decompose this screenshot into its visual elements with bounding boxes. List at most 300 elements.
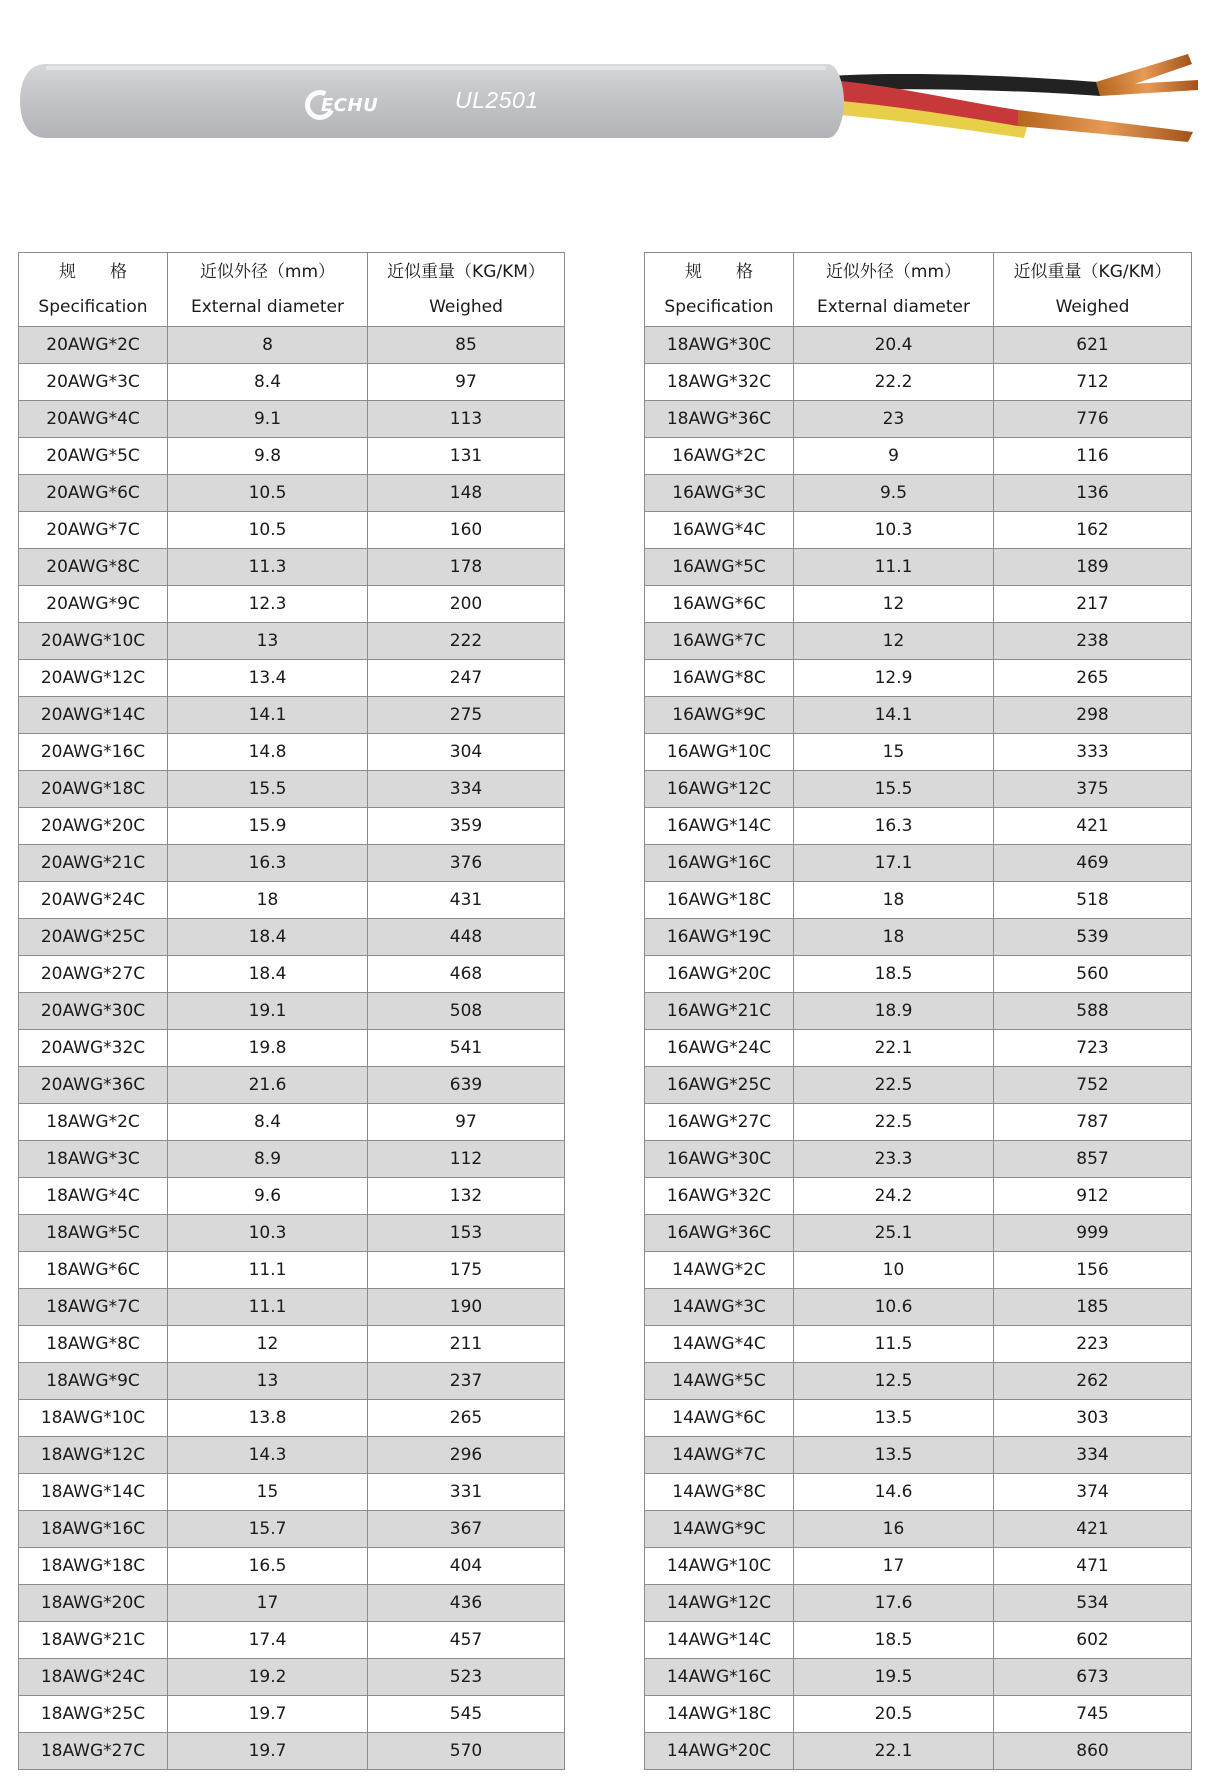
cell-specification: 18AWG*6C: [19, 1252, 168, 1289]
cell-specification: 20AWG*12C: [19, 660, 168, 697]
cell-specification: 16AWG*18C: [645, 882, 794, 919]
table-row: [19, 327, 565, 364]
header-weight: [994, 253, 1192, 327]
cell-weight: 189: [994, 549, 1192, 586]
cell-specification: 16AWG*20C: [645, 956, 794, 993]
cell-specification: 20AWG*20C: [19, 808, 168, 845]
cell-external-diameter: 17: [168, 1585, 368, 1622]
cell-external-diameter: 22.2: [794, 364, 994, 401]
cell-weight: 200: [368, 586, 565, 623]
cell-external-diameter: 15.5: [794, 771, 994, 808]
cell-specification: 18AWG*2C: [19, 1104, 168, 1141]
cell-specification: 18AWG*21C: [19, 1622, 168, 1659]
cell-specification: 14AWG*2C: [645, 1252, 794, 1289]
table-row: [19, 1622, 565, 1659]
cell-external-diameter: 13.8: [168, 1400, 368, 1437]
cell-specification: 20AWG*10C: [19, 623, 168, 660]
cell-external-diameter: 16.3: [168, 845, 368, 882]
cell-weight: 185: [994, 1289, 1192, 1326]
table-header-row: [19, 253, 565, 327]
header-weight-cn: 近似重量（KG/KM）: [1013, 261, 1172, 282]
cell-specification: 16AWG*4C: [645, 512, 794, 549]
cell-external-diameter: 10.3: [794, 512, 994, 549]
cell-weight: 304: [368, 734, 565, 771]
table-row: [645, 734, 1192, 771]
table-row: [645, 401, 1192, 438]
cell-specification: 20AWG*18C: [19, 771, 168, 808]
cell-external-diameter: 18: [794, 919, 994, 956]
table-row: [645, 549, 1192, 586]
cell-specification: 16AWG*12C: [645, 771, 794, 808]
table-row: [19, 1548, 565, 1585]
cell-weight: 621: [994, 327, 1192, 364]
cell-weight: 334: [994, 1437, 1192, 1474]
cell-external-diameter: 12.5: [794, 1363, 994, 1400]
cell-external-diameter: 12: [794, 623, 994, 660]
cell-external-diameter: 15: [168, 1474, 368, 1511]
cell-specification: 16AWG*10C: [645, 734, 794, 771]
cell-weight: 113: [368, 401, 565, 438]
cell-external-diameter: 12.3: [168, 586, 368, 623]
cell-weight: 436: [368, 1585, 565, 1622]
table-row: [19, 1733, 565, 1770]
cell-external-diameter: 18: [168, 882, 368, 919]
table-row: [645, 1067, 1192, 1104]
cell-weight: 508: [368, 993, 565, 1030]
cell-external-diameter: 16.5: [168, 1548, 368, 1585]
table-row: [645, 438, 1192, 475]
cell-external-diameter: 8.9: [168, 1141, 368, 1178]
table-row: [19, 1326, 565, 1363]
cell-specification: 18AWG*5C: [19, 1215, 168, 1252]
header-weight: [368, 253, 565, 327]
cell-weight: 431: [368, 882, 565, 919]
cell-specification: 14AWG*5C: [645, 1363, 794, 1400]
cell-external-diameter: 8.4: [168, 1104, 368, 1141]
cell-specification: 14AWG*12C: [645, 1585, 794, 1622]
cell-weight: 602: [994, 1622, 1192, 1659]
cell-external-diameter: 15.7: [168, 1511, 368, 1548]
cell-external-diameter: 17.4: [168, 1622, 368, 1659]
cell-external-diameter: 10.3: [168, 1215, 368, 1252]
cell-specification: 20AWG*30C: [19, 993, 168, 1030]
table-row: [645, 1141, 1192, 1178]
cell-external-diameter: 9.1: [168, 401, 368, 438]
cell-external-diameter: 10.5: [168, 512, 368, 549]
table-row: [645, 1400, 1192, 1437]
cell-specification: 14AWG*7C: [645, 1437, 794, 1474]
table-row: [19, 1178, 565, 1215]
cell-weight: 148: [368, 475, 565, 512]
cell-weight: 570: [368, 1733, 565, 1770]
brand-logo-ring-icon: [301, 86, 339, 124]
cell-specification: 16AWG*16C: [645, 845, 794, 882]
table-row: [19, 660, 565, 697]
cell-external-diameter: 14.1: [794, 697, 994, 734]
cell-external-diameter: 14.1: [168, 697, 368, 734]
cell-external-diameter: 8: [168, 327, 368, 364]
cell-weight: 421: [994, 808, 1192, 845]
cell-specification: 20AWG*25C: [19, 919, 168, 956]
cell-weight: 333: [994, 734, 1192, 771]
cell-weight: 857: [994, 1141, 1192, 1178]
table-row: [645, 1474, 1192, 1511]
cell-external-diameter: 19.5: [794, 1659, 994, 1696]
table-row: [19, 808, 565, 845]
cell-specification: 18AWG*24C: [19, 1659, 168, 1696]
cell-weight: 752: [994, 1067, 1192, 1104]
cell-weight: 518: [994, 882, 1192, 919]
cell-specification: 18AWG*14C: [19, 1474, 168, 1511]
cell-external-diameter: 15.9: [168, 808, 368, 845]
table-row: [645, 327, 1192, 364]
cell-specification: 18AWG*8C: [19, 1326, 168, 1363]
cell-weight: 457: [368, 1622, 565, 1659]
table-row: [19, 475, 565, 512]
cell-external-diameter: 22.1: [794, 1733, 994, 1770]
cell-external-diameter: 19.8: [168, 1030, 368, 1067]
cell-external-diameter: 12.9: [794, 660, 994, 697]
cell-external-diameter: 17.1: [794, 845, 994, 882]
cell-specification: 20AWG*6C: [19, 475, 168, 512]
cell-external-diameter: 17.6: [794, 1585, 994, 1622]
cell-weight: 723: [994, 1030, 1192, 1067]
cell-weight: 222: [368, 623, 565, 660]
cell-external-diameter: 18.4: [168, 919, 368, 956]
table-row: [645, 364, 1192, 401]
table-row: [645, 1030, 1192, 1067]
table-row: [645, 475, 1192, 512]
cell-specification: 16AWG*14C: [645, 808, 794, 845]
table-row: [19, 734, 565, 771]
table-row: [645, 919, 1192, 956]
header-specification: [19, 253, 168, 327]
table-row: [645, 882, 1192, 919]
cell-weight: 639: [368, 1067, 565, 1104]
cell-weight: 190: [368, 1289, 565, 1326]
cell-external-diameter: 8.4: [168, 364, 368, 401]
cell-external-diameter: 24.2: [794, 1178, 994, 1215]
cell-weight: 745: [994, 1696, 1192, 1733]
cell-specification: 20AWG*36C: [19, 1067, 168, 1104]
cell-external-diameter: 13: [168, 1363, 368, 1400]
cell-external-diameter: 18.5: [794, 1622, 994, 1659]
cell-weight: 178: [368, 549, 565, 586]
spec-table-right-body: [645, 327, 1192, 1770]
cell-specification: 18AWG*3C: [19, 1141, 168, 1178]
cell-weight: 298: [994, 697, 1192, 734]
cell-weight: 331: [368, 1474, 565, 1511]
header-diameter-cn: 近似外径（mm）: [825, 261, 962, 282]
spec-table-left: [18, 252, 565, 1770]
table-row: [645, 1733, 1192, 1770]
cell-specification: 20AWG*8C: [19, 549, 168, 586]
cell-weight: 545: [368, 1696, 565, 1733]
cell-weight: 85: [368, 327, 565, 364]
table-row: [19, 549, 565, 586]
cell-external-diameter: 23.3: [794, 1141, 994, 1178]
cell-external-diameter: 15: [794, 734, 994, 771]
cell-specification: 18AWG*16C: [19, 1511, 168, 1548]
cell-specification: 20AWG*5C: [19, 438, 168, 475]
cell-external-diameter: 18: [794, 882, 994, 919]
cell-specification: 18AWG*4C: [19, 1178, 168, 1215]
cell-external-diameter: 14.6: [794, 1474, 994, 1511]
cell-specification: 18AWG*7C: [19, 1289, 168, 1326]
cell-weight: 97: [368, 364, 565, 401]
cell-weight: 376: [368, 845, 565, 882]
header-external-diameter: [794, 253, 994, 327]
cell-specification: 18AWG*9C: [19, 1363, 168, 1400]
cell-external-diameter: 11.3: [168, 549, 368, 586]
header-weight-en: Weighed: [429, 296, 503, 317]
table-row: [19, 882, 565, 919]
cell-specification: 14AWG*10C: [645, 1548, 794, 1585]
cell-specification: 20AWG*7C: [19, 512, 168, 549]
cell-specification: 14AWG*9C: [645, 1511, 794, 1548]
cell-specification: 16AWG*7C: [645, 623, 794, 660]
cell-specification: 18AWG*12C: [19, 1437, 168, 1474]
table-row: [19, 1030, 565, 1067]
cell-external-diameter: 21.6: [168, 1067, 368, 1104]
cell-external-diameter: 18.9: [794, 993, 994, 1030]
cell-external-diameter: 19.7: [168, 1696, 368, 1733]
cell-weight: 162: [994, 512, 1192, 549]
cell-external-diameter: 11.1: [168, 1252, 368, 1289]
cell-external-diameter: 20.4: [794, 327, 994, 364]
cell-weight: 275: [368, 697, 565, 734]
cell-weight: 560: [994, 956, 1192, 993]
cell-specification: 16AWG*8C: [645, 660, 794, 697]
header-spec-en: Specification: [38, 296, 148, 317]
cell-weight: 375: [994, 771, 1192, 808]
header-spec-cn: 规 格: [59, 261, 127, 282]
table-row: [19, 993, 565, 1030]
cell-weight: 471: [994, 1548, 1192, 1585]
table-row: [19, 1363, 565, 1400]
table-row: [645, 1363, 1192, 1400]
table-row: [19, 401, 565, 438]
cell-specification: 16AWG*30C: [645, 1141, 794, 1178]
cell-specification: 20AWG*9C: [19, 586, 168, 623]
table-row: [19, 1252, 565, 1289]
header-specification: [645, 253, 794, 327]
cell-weight: 539: [994, 919, 1192, 956]
table-row: [645, 1511, 1192, 1548]
table-row: [19, 919, 565, 956]
cell-weight: 116: [994, 438, 1192, 475]
table-row: [19, 1104, 565, 1141]
cell-weight: 673: [994, 1659, 1192, 1696]
table-row: [19, 1659, 565, 1696]
table-row: [645, 993, 1192, 1030]
cell-weight: 112: [368, 1141, 565, 1178]
table-row: [19, 438, 565, 475]
cell-specification: 16AWG*27C: [645, 1104, 794, 1141]
cell-weight: 541: [368, 1030, 565, 1067]
cell-specification: 16AWG*19C: [645, 919, 794, 956]
cell-weight: 303: [994, 1400, 1192, 1437]
table-row: [19, 956, 565, 993]
cell-weight: 448: [368, 919, 565, 956]
cell-weight: 211: [368, 1326, 565, 1363]
cell-specification: 18AWG*36C: [645, 401, 794, 438]
table-row: [19, 771, 565, 808]
cell-specification: 20AWG*14C: [19, 697, 168, 734]
cell-external-diameter: 15.5: [168, 771, 368, 808]
cell-weight: 588: [994, 993, 1192, 1030]
table-row: [19, 586, 565, 623]
table-row: [645, 1696, 1192, 1733]
header-weight-en: Weighed: [1055, 296, 1130, 317]
table-row: [19, 1511, 565, 1548]
cell-specification: 18AWG*32C: [645, 364, 794, 401]
cell-external-diameter: 14.8: [168, 734, 368, 771]
cell-specification: 18AWG*30C: [645, 327, 794, 364]
table-row: [19, 512, 565, 549]
cell-specification: 16AWG*2C: [645, 438, 794, 475]
cell-weight: 223: [994, 1326, 1192, 1363]
cell-weight: 787: [994, 1104, 1192, 1141]
cell-weight: 156: [994, 1252, 1192, 1289]
cell-weight: 136: [994, 475, 1192, 512]
header-diameter-en: External diameter: [191, 296, 344, 317]
cell-specification: 14AWG*16C: [645, 1659, 794, 1696]
cell-specification: 14AWG*6C: [645, 1400, 794, 1437]
cell-weight: 860: [994, 1733, 1192, 1770]
cell-specification: 16AWG*9C: [645, 697, 794, 734]
brand-name: ECHU: [321, 94, 379, 116]
cell-weight: 265: [994, 660, 1192, 697]
cell-external-diameter: 20.5: [794, 1696, 994, 1733]
cell-external-diameter: 9.8: [168, 438, 368, 475]
cell-external-diameter: 10.6: [794, 1289, 994, 1326]
cable-image: [18, 46, 1208, 146]
cell-external-diameter: 17: [794, 1548, 994, 1585]
table-row: [645, 1215, 1192, 1252]
cell-external-diameter: 19.1: [168, 993, 368, 1030]
cell-specification: 14AWG*3C: [645, 1289, 794, 1326]
cell-specification: 20AWG*27C: [19, 956, 168, 993]
cell-specification: 16AWG*6C: [645, 586, 794, 623]
cell-weight: 374: [994, 1474, 1192, 1511]
table-row: [645, 586, 1192, 623]
cell-specification: 16AWG*32C: [645, 1178, 794, 1215]
cell-weight: 153: [368, 1215, 565, 1252]
cell-external-diameter: 11.1: [168, 1289, 368, 1326]
cell-specification: 20AWG*24C: [19, 882, 168, 919]
cell-weight: 237: [368, 1363, 565, 1400]
cell-external-diameter: 16: [794, 1511, 994, 1548]
cell-specification: 14AWG*18C: [645, 1696, 794, 1733]
header-external-diameter: [168, 253, 368, 327]
table-row: [645, 1104, 1192, 1141]
cell-external-diameter: 9.6: [168, 1178, 368, 1215]
cell-external-diameter: 9: [794, 438, 994, 475]
cell-weight: 265: [368, 1400, 565, 1437]
cell-specification: 14AWG*14C: [645, 1622, 794, 1659]
cable-illustration: [18, 46, 1208, 146]
cell-external-diameter: 16.3: [794, 808, 994, 845]
table-row: [645, 660, 1192, 697]
cell-external-diameter: 18.5: [794, 956, 994, 993]
cell-external-diameter: 14.3: [168, 1437, 368, 1474]
cell-weight: 132: [368, 1178, 565, 1215]
table-row: [19, 1437, 565, 1474]
table-row: [19, 1696, 565, 1733]
cell-specification: 14AWG*8C: [645, 1474, 794, 1511]
table-row: [645, 512, 1192, 549]
cell-specification: 18AWG*20C: [19, 1585, 168, 1622]
spec-table-left-body: [19, 327, 565, 1770]
cell-weight: 999: [994, 1215, 1192, 1252]
table-row: [645, 845, 1192, 882]
spec-table-right: [644, 252, 1192, 1770]
cell-weight: 468: [368, 956, 565, 993]
cell-specification: 16AWG*21C: [645, 993, 794, 1030]
cell-specification: 18AWG*10C: [19, 1400, 168, 1437]
table-row: [19, 1215, 565, 1252]
table-row: [645, 1585, 1192, 1622]
table-row: [645, 1659, 1192, 1696]
table-row: [645, 771, 1192, 808]
cell-external-diameter: 10.5: [168, 475, 368, 512]
cell-specification: 16AWG*3C: [645, 475, 794, 512]
table-row: [645, 697, 1192, 734]
cell-weight: 534: [994, 1585, 1192, 1622]
cell-external-diameter: 22.5: [794, 1104, 994, 1141]
header-weight-cn: 近似重量（KG/KM）: [387, 261, 545, 282]
cell-weight: 334: [368, 771, 565, 808]
table-row: [19, 1400, 565, 1437]
table-row: [645, 623, 1192, 660]
cell-weight: 776: [994, 401, 1192, 438]
cell-specification: 20AWG*2C: [19, 327, 168, 364]
cell-specification: 16AWG*24C: [645, 1030, 794, 1067]
cell-weight: 469: [994, 845, 1192, 882]
cell-weight: 367: [368, 1511, 565, 1548]
cell-external-diameter: 13.5: [794, 1437, 994, 1474]
cell-specification: 20AWG*16C: [19, 734, 168, 771]
table-row: [19, 1141, 565, 1178]
cell-weight: 912: [994, 1178, 1192, 1215]
header-spec-en: Specification: [664, 296, 774, 317]
table-row: [645, 808, 1192, 845]
cable-model-label: UL2501: [455, 87, 539, 113]
cell-weight: 247: [368, 660, 565, 697]
table-row: [645, 1548, 1192, 1585]
cell-external-diameter: 13.4: [168, 660, 368, 697]
cell-specification: 18AWG*25C: [19, 1696, 168, 1733]
cell-weight: 175: [368, 1252, 565, 1289]
cell-external-diameter: 25.1: [794, 1215, 994, 1252]
cell-specification: 18AWG*27C: [19, 1733, 168, 1770]
table-header-row: [645, 253, 1192, 327]
table-row: [645, 1178, 1192, 1215]
table-row: [19, 1585, 565, 1622]
header-diameter-cn: 近似外径（mm）: [199, 261, 336, 282]
table-row: [645, 1437, 1192, 1474]
table-row: [645, 1289, 1192, 1326]
cell-weight: 296: [368, 1437, 565, 1474]
cell-external-diameter: 18.4: [168, 956, 368, 993]
cell-external-diameter: 23: [794, 401, 994, 438]
cell-specification: 20AWG*32C: [19, 1030, 168, 1067]
table-row: [19, 1289, 565, 1326]
cell-specification: 20AWG*4C: [19, 401, 168, 438]
cell-weight: 421: [994, 1511, 1192, 1548]
cell-weight: 262: [994, 1363, 1192, 1400]
